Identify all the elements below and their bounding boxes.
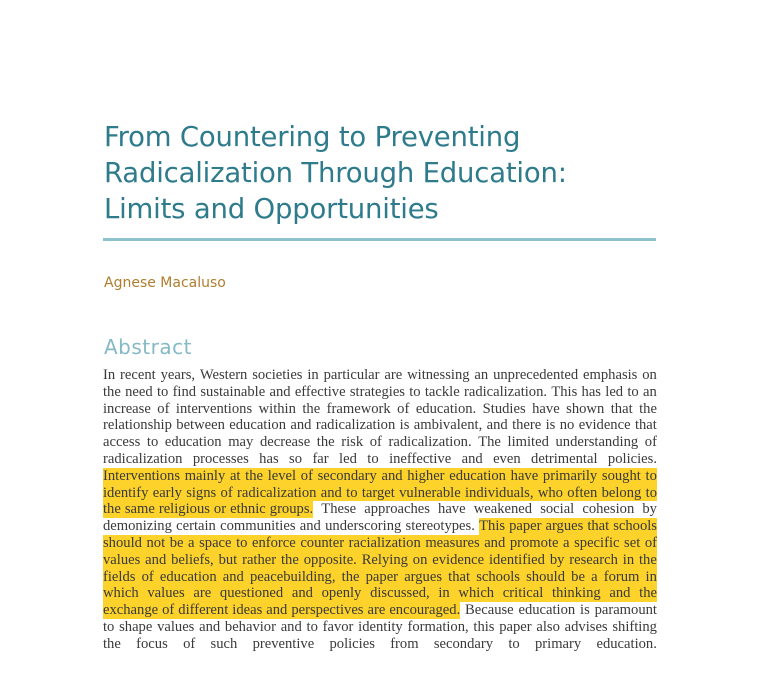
abstract-line: radicalization processes has so far led to ineffective and even detrimental policies.	[103, 450, 657, 467]
abstract-line-highlighted: Interventions mainly at the level of secondary and higher education have primarily sought to	[103, 467, 657, 484]
abstract-line-highlighted: identify early signs of radicalization and to target vulnerable individuals, who often belong to	[103, 484, 657, 501]
abstract-line: access to education may decrease the risk of radicalization. The limited understanding of	[103, 434, 657, 451]
title-line-2: Radicalization Through Education:	[104, 157, 567, 189]
abstract-line-highlighted: the same religious or ethnic groups. These approaches have weakened social cohesion by	[103, 501, 657, 518]
abstract-line: increase of interventions within the framework of education. Studies have shown that the	[103, 400, 657, 417]
title-line-1: From Countering to Preventing	[104, 121, 521, 153]
abstract-line-highlighted: exchange of different ideas and perspectives are encouraged. Because education is paramount	[103, 602, 657, 619]
title-divider	[103, 238, 656, 241]
paper-title	[104, 119, 664, 227]
abstract-line-highlighted: which values are questioned and openly discussed, in which critical thinking and the	[103, 585, 657, 602]
abstract-heading: Abstract	[104, 335, 192, 359]
title-line-3: Limits and Opportunities	[104, 193, 439, 225]
abstract-line: In recent years, Western societies in particular are witnessing an unprecedented emphasis on	[103, 367, 657, 383]
abstract-line-highlighted: values and beliefs, but rather the opposite. Relying on evidence identified by research in the	[103, 551, 657, 568]
abstract-line: relationship between education and radicalization is ambivalent, and there is no evidence that	[103, 417, 657, 434]
highlight-span: exchange of different ideas and perspectives are encouraged.	[103, 602, 461, 619]
abstract-line: the need to find sustainable and effective strategies to tackle radicalization. This has led to an	[103, 383, 657, 400]
abstract-line-highlighted: fields of education and peacebuilding, the paper argues that schools should be a forum in	[103, 568, 657, 585]
abstract-line-highlighted: demonizing certain communities and underscoring stereotypes. This paper argues that schools	[103, 518, 657, 535]
abstract-line: to shape values and behavior and to favor identity formation, this paper also advises shifting	[103, 618, 657, 635]
author-name: Agnese Macaluso	[104, 275, 226, 291]
abstract-line-highlighted: should not be a space to enforce counter racialization measures and promote a specific set of	[103, 534, 657, 551]
highlight-span: the same religious or ethnic groups.	[103, 501, 314, 518]
abstract-line: the focus of such preventive policies from secondary to primary education.	[103, 635, 657, 652]
abstract-body[interactable]	[103, 367, 657, 653]
highlight-span: This paper argues that schools	[479, 518, 657, 535]
